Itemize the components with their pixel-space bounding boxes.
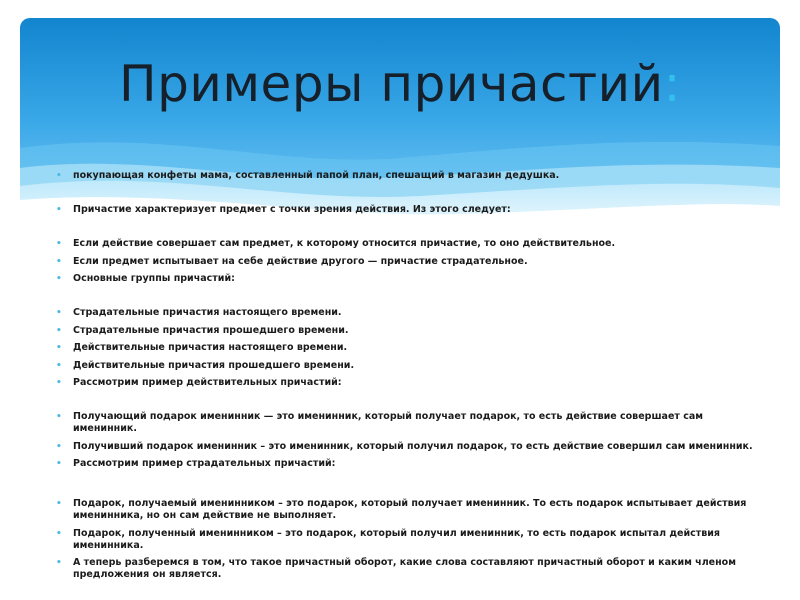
bullet-dot-icon: •: [56, 205, 62, 215]
list-item: • Страдательные причастия настоящего времени.: [56, 307, 342, 318]
list-item: [56, 395, 766, 406]
bullet-dot-icon: •: [56, 378, 62, 388]
list-item: • Действительные причастия настоящего времени.: [56, 342, 348, 353]
list-item: • Основные группы причастий:: [56, 273, 235, 284]
list-item: • Рассмотрим пример действительных причастий:: [56, 377, 342, 388]
slide-title-text: Примеры причастий: [119, 55, 664, 113]
list-item: • покупающая конфеты мама, составленный папой план, спешащий в магазин дедушка.: [56, 170, 560, 181]
list-item: [56, 188, 766, 199]
list-item: • Если действие совершает сам предмет, к которому относится причастие, то оно действительное.: [56, 238, 616, 249]
list-item: • Получающий подарок именинник — это именинник, который получает подарок, то есть действие совершает сам именинник.: [56, 411, 704, 434]
bullet-dot-icon: •: [56, 360, 62, 371]
bullet-dot-icon: •: [56, 256, 62, 267]
bullet-dot-icon: •: [56, 325, 62, 336]
list-item: • Подарок, полученный именинником – это подарок, который получил именинник, то есть подарок испытал действия именинника.: [56, 527, 721, 551]
list-item: • Если предмет испытывает на себе действие другого — причастие страдательное.: [56, 255, 528, 267]
list-item: • Подарок, получаемый именинником – это подарок, который получает именинник. То есть подарок испытывает действия именинника, но он сам действие не выполняет.: [56, 498, 747, 521]
list-item: • Действительные причастия прошедшего времени.: [56, 359, 355, 371]
bullet-dot-icon: •: [56, 528, 62, 539]
list-item: [56, 476, 766, 493]
slide-title: [20, 55, 780, 113]
bullet-dot-icon: •: [56, 499, 62, 509]
list-item: • Рассмотрим пример страдательных причастий:: [56, 458, 336, 469]
list-item: [56, 291, 766, 302]
bullet-list: [56, 170, 766, 587]
bullet-dot-icon: •: [56, 308, 62, 318]
bullet-dot-icon: •: [56, 412, 62, 422]
bullet-dot-icon: •: [56, 171, 62, 181]
list-item: • Причастие характеризует предмет с точки зрения действия. Из этого следует:: [56, 204, 511, 215]
list-item: • Страдательные причастия прошедшего времени.: [56, 324, 349, 336]
bullet-dot-icon: •: [56, 274, 62, 284]
bullet-dot-icon: •: [56, 239, 62, 249]
bullet-dot-icon: •: [56, 558, 62, 568]
bullet-dot-icon: •: [56, 343, 62, 353]
list-item: • Получивший подарок именинник – это именинник, который получил подарок, то есть действие совершил сам именинник.: [56, 440, 753, 452]
bullet-dot-icon: •: [56, 459, 62, 469]
title-colon: :: [663, 55, 681, 113]
list-item: • А теперь разберемся в том, что такое причастный оборот, какие слова составляют причастный оборот и каким членом предложения он является.: [56, 557, 736, 580]
bullet-dot-icon: •: [56, 441, 62, 452]
list-item: [56, 222, 766, 233]
